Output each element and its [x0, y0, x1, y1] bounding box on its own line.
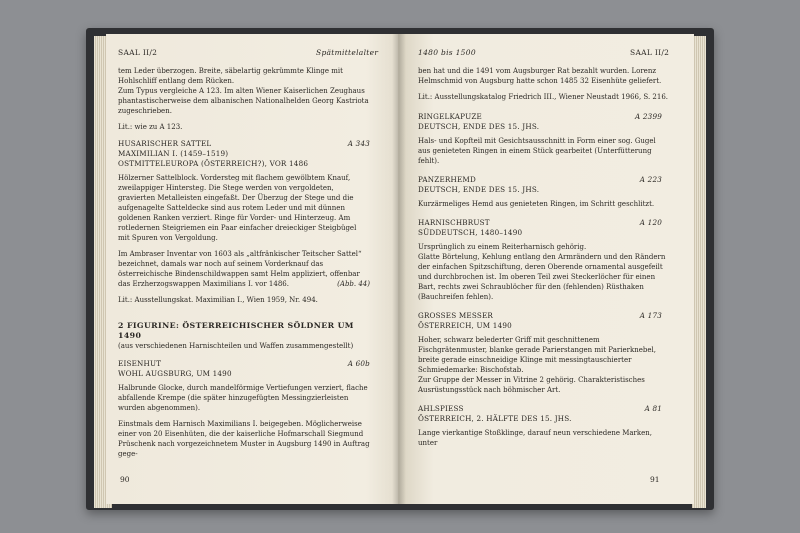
open-book: [80, 24, 720, 512]
entry-title: [418, 218, 670, 228]
catalog-entry: [418, 311, 670, 395]
entry-description: Lange vierkantige Stoßklinge, darauf neun verschiedene Marken, unter: [418, 429, 653, 447]
catalog-entry: [118, 139, 370, 305]
right-page-text: [418, 66, 670, 454]
inventory-number: A 173: [639, 311, 662, 320]
entry-origin: ÖSTERREICH, UM 1490: [418, 321, 512, 330]
inventory-number: A 2399: [635, 112, 662, 121]
figure-reference: (Abb. 44): [337, 280, 370, 288]
section-subtitle: (aus verschiedenen Harnischteilen und Waffen zusammengestellt): [118, 342, 354, 350]
literature-note: Lit.: wie zu A 123.: [118, 123, 183, 131]
entry-description: Halbrunde Glocke, durch mandelförmige Vertiefungen verziert, flache abfallende Krempe (die später hinzugefügten Messingzierleisten wurden abgenommen).: [118, 384, 368, 412]
catalog-entry: [418, 404, 670, 448]
intro-paragraph: tem Leder überzogen. Breite, säbelartig gekrümmte Klinge mit Hohlschliff entlang dem Rücken. Zum Typus vergleiche A 123. Im alten Wiener Kaiserlichen Zeughaus phantastischerweise dem albanischen Nationalhelden Georg Kastriota zugeschrieben.: [118, 67, 369, 115]
intro-paragraph: ben hat und die 1491 vom Augsburger Rat bezahlt wurden. Lorenz Helmschmid von Augsburg hatte schon 1485 32 Eisenhüte geliefert.: [418, 67, 662, 85]
entry-description: Kurzärmeliges Hemd aus genieteten Ringen, im Schritt geschlitzt.: [418, 200, 655, 208]
entry-description: Hoher, schwarz belederter Griff mit geschnittenem Fischgrätenmuster, blanke gerade Parierstangen mit Parierknebel, breite gerade einschneidige Klinge mit messingtauschierter Schmiedemarke: Bischofstab. Zur Gruppe der Messer in Vitrine 2 gehörig. Charakteristisches Ausrüstungsstück nach böhmischer Art.: [418, 336, 656, 394]
entry-title-text: AHLSPIESS: [418, 404, 464, 413]
running-head-left: 1480 bis 1500: [418, 48, 476, 57]
entry-title-text: PANZERHEMD: [418, 175, 476, 184]
entry-title: [418, 311, 670, 321]
entry-title: [118, 139, 370, 149]
page-edges-right: [692, 36, 706, 508]
inventory-number: A 81: [644, 404, 662, 413]
entry-title: [418, 175, 670, 185]
inventory-number: A 343: [347, 139, 370, 148]
left-page: [106, 34, 412, 504]
literature-note: Lit.: Ausstellungskat. Maximilian I., Wien 1959, Nr. 494.: [118, 296, 318, 304]
entry-history-text: Im Ambraser Inventar von 1603 als „altfränkischer Teitscher Sattel“ bezeichnet, damals war noch auf seinem Vorderknauf das österreichische Bindenschildwappen samt Helm appliziert, offenbar das Erzherzogswappen Maximilians I. vor 1486.: [118, 250, 362, 288]
page-number: 90: [120, 475, 130, 484]
inventory-number: A 120: [639, 218, 662, 227]
left-page-text: [118, 66, 370, 465]
inventory-number: A 223: [639, 175, 662, 184]
entry-origin: OSTMITTELEUROPA (ÖSTERREICH?), VOR 1486: [118, 159, 309, 168]
entry-title: [118, 359, 370, 369]
right-page: [398, 34, 694, 504]
section-heading: 2 FIGURINE: ÖSTERREICHISCHER SÖLDNER UM 1490: [118, 321, 354, 340]
literature-note: Lit.: Ausstellungskatalog Friedrich III., Wiener Neustadt 1966, S. 216.: [418, 93, 669, 101]
entry-history: Einstmals dem Harnisch Maximilians I. beigegeben. Möglicherweise einer von 20 Eisenhüten, die der kaiserliche Hofmarschall Siegmund Prüschenk nach vorgezeichnetem Muster in Augsburg 1490 in Auftrag gege-: [118, 420, 370, 458]
entry-origin: DEUTSCH, ENDE DES 15. JHS.: [418, 122, 540, 131]
page-number: 91: [650, 475, 660, 484]
running-head-right: Spätmittelalter: [316, 48, 379, 57]
entry-title-text: HUSARISCHER SATTEL: [118, 139, 212, 148]
entry-origin: SÜDDEUTSCH, 1480–1490: [418, 228, 523, 237]
entry-origin: WOHL AUGSBURG, UM 1490: [118, 369, 232, 378]
catalog-entry: [418, 218, 670, 302]
running-head-left: SAAL II/2: [118, 48, 158, 57]
entry-description: Ursprünglich zu einem Reiterharnisch gehörig. Glatte Börtelung, Kehlung entlang den Armrändern und den Rändern der einfachen Spitzschiftung, deren Oberende ornamental ausgefeilt und durchbrochen ist. Im oberen Teil zwei Steckerlöcher für einen Bart, rechts zwei Schraublöcher für den (fehlenden) Rüsthaken (Bauchreifen fehlen).: [418, 243, 666, 301]
catalog-entry: [118, 359, 370, 459]
book-gutter: [392, 34, 406, 504]
entry-attribution: MAXIMILIAN I. (1459–1519): [118, 149, 229, 158]
catalog-entry: [418, 112, 670, 166]
entry-title-text: GROSSES MESSER: [418, 311, 494, 320]
inventory-number: A 60b: [347, 359, 370, 368]
entry-description: Hals- und Kopfteil mit Gesichtsausschnitt in Form einer sog. Gugel aus genieteten Ringen in einem Stück gearbeitet (Unterfütterung fehlt).: [418, 137, 656, 165]
entry-history: [118, 249, 370, 289]
entry-description: Hölzerner Sattelblock. Vordersteg mit flachem gewölbtem Knauf, zweilappiger Hintersteg. Die Stege werden von vergoldeten, gravierten Metalleisten eingefaßt. Der Überzug der Stege und die aufgenagelte Satteldecke sind aus rotem Leder und mit dünnen goldenen Ranken verziert. Ringe für Vorder- und Hinterzeug. Am rotledernen Steigriemen ein Paar einfacher dreieckiger Steigbügel mit Spuren von Vergoldung.: [118, 174, 357, 242]
entry-title: [418, 404, 670, 414]
running-head-right: SAAL II/2: [630, 48, 670, 57]
entry-title-text: HARNISCHBRUST: [418, 218, 490, 227]
entry-origin: ÖSTERREICH, 2. HÄLFTE DES 15. JHS.: [418, 414, 572, 423]
entry-title-text: EISENHUT: [118, 359, 162, 368]
entry-origin: DEUTSCH, ENDE DES 15. JHS.: [418, 185, 540, 194]
entry-title-text: RINGELKAPUZE: [418, 112, 482, 121]
entry-title: [418, 112, 670, 122]
catalog-entry: [418, 175, 670, 209]
